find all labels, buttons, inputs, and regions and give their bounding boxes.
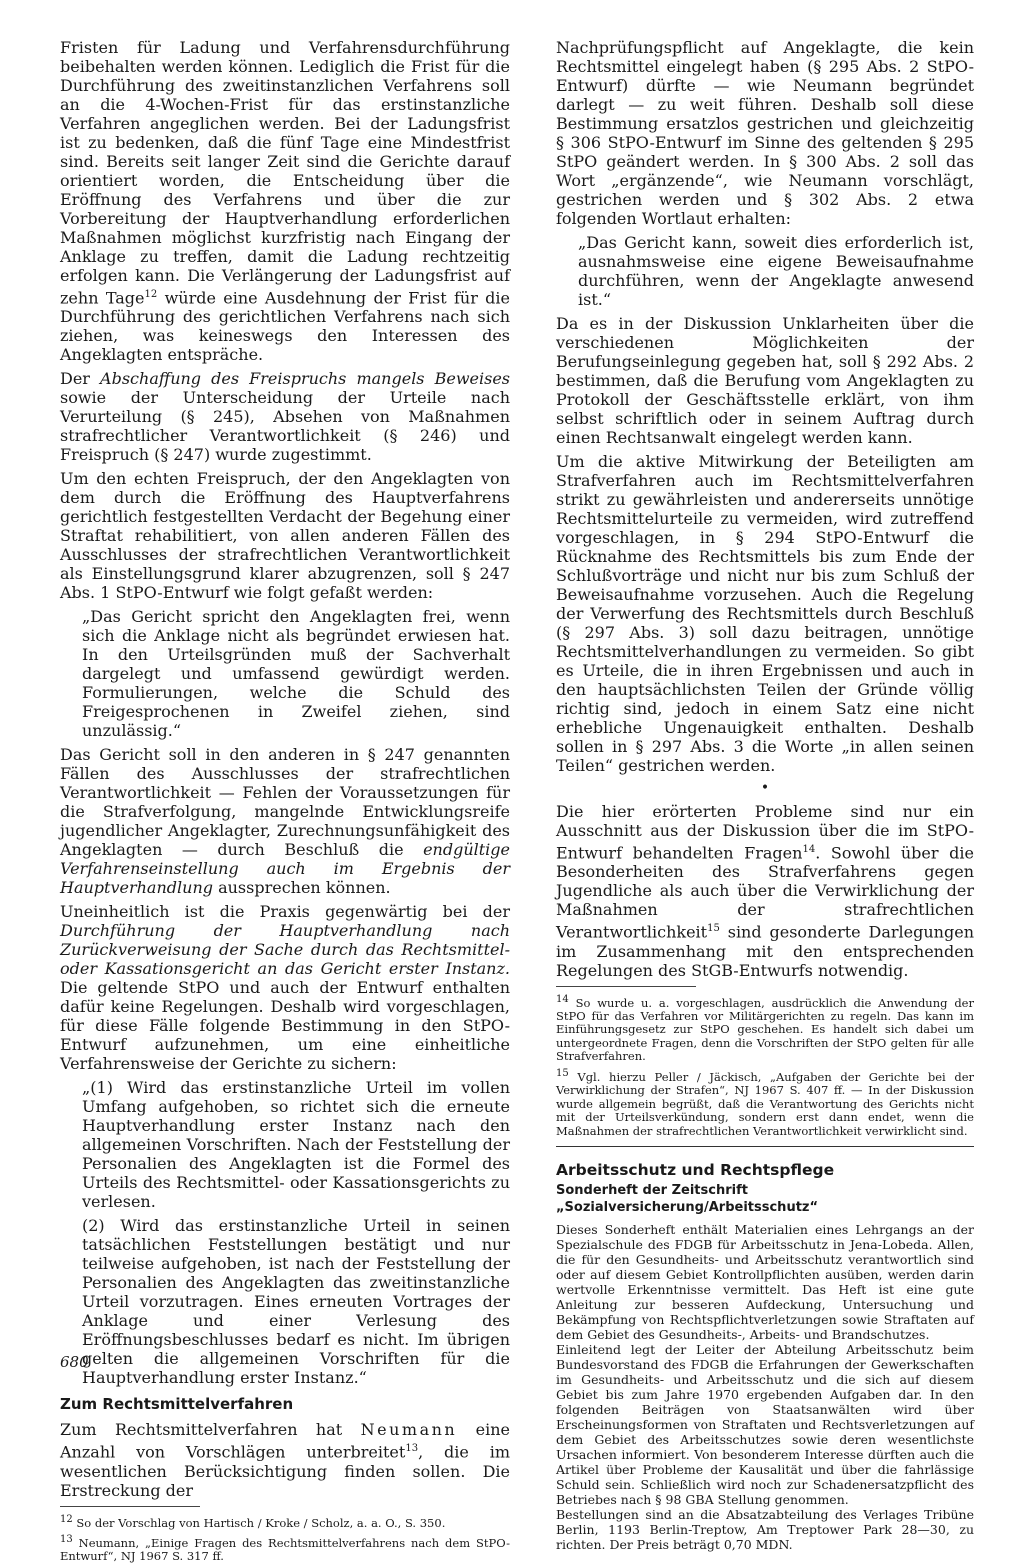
right-column [556, 38, 974, 1552]
paragraph: Fristen für Ladung und Verfahrensdurchführung beibehalten werden können. Lediglich die Frist für die Durchführung des zweitinstanzlichen Verfahrens soll an die 4-Wochen-Frist für das erstinstanzliche Verfahren angeglichen werden. Bei der Ladungsfrist ist zu bedenken, daß die fünf Tage eine Mindestfrist sind. Bereits seit langer Zeit sind die Gerichte darauf orientiert worden, die Entscheidung über die Eröffnung des Verfahrens und über die zur Vorbereitung der Hauptverhandlung erforderlichen Maßnahmen möglichst kurzfristig nach Eingang der Anklage zu treffen, damit die Ladung rechtzeitig erfolgen kann. Die Verlängerung der Ladungsfrist auf zehn Tage$^{12}$ würde eine Ausdehnung der Frist für die Durchführung des gerichtlichen Verfahrens nach sich ziehen, was keineswegs den Interessen des Angeklagten entspräche. [60, 38, 510, 365]
emphasis: Durchführung der Hauptverhandlung nach Zurückverweisung der Sache durch das Rechtsmittel- oder Kassationsgericht an das Gericht erster Instanz. [60, 921, 510, 979]
footnote: $^{13}$ Neumann, „Einige Fragen des Rechtsmittelverfahrens nach dem StPO-Entwurf“, NJ 1967 S. 317 ff. [60, 1533, 510, 1564]
paragraph: Uneinheitlich ist die Praxis gegenwärtig bei der Durchführung der Hauptverhandlung nach Zurückverweisung der Sache durch das Rechtsmittel- oder Kassationsgericht an das Gericht erster Instanz. Die geltende StPO und auch der Entwurf enthalten dafür keine Regelungen. Deshalb wird vorgeschlagen, für diese Fälle folgende Bestimmung in den StPO-Entwurf aufzunehmen, um eine einheitliche Verfahrensweise der Gerichte zu sichern: [60, 902, 510, 1074]
quote: „Das Gericht spricht den Angeklagten frei, wenn sich die Anklage nicht als begründet erwiesen hat. In den Urteilsgründen muß der Sachverhalt dargelegt und umfassend gewürdigt werden. Formulierungen, welche die Schuld des Freigesprochenen in Zweifel ziehen, sind unzulässig.“ [82, 607, 510, 741]
footnote-divider [556, 986, 696, 987]
paragraph: Da es in der Diskussion Unklarheiten über die verschiedenen Möglichkeiten der Berufungseinlegung gegeben hat, soll § 292 Abs. 2 bestimmen, daß die Berufung vom Angeklagten zu Protokoll der Geschäftsstelle erklärt, von ihm selbst schriftlich oder in seinem Auftrag durch einen Rechtsanwalt eingelegt werden kann. [556, 314, 974, 447]
emphasis: Abschaffung des Freispruchs mangels Beweises [100, 369, 511, 389]
article-paragraph: Dieses Sonderheft enthält Materialien eines Lehrgangs an der Spezialschule des FDGB für Arbeitsschutz in Jena-Lobeda. Allen, die für den Gesundheits- und Arbeitsschutz verantwortlich sind oder auf diesem Gebiet Kontrollpflichten ausüben, werden darin wertvolle Erkenntnisse vermittelt. Das Heft ist eine gute Anleitung zur besseren Aufdeckung, Untersuchung und Bekämpfung von Rechtspflichtverletzungen sowie Straftaten auf dem Gebiet des Gesundheits-, Arbeits- und Brandschutzes. [556, 1222, 974, 1343]
page-number: 680 [60, 1353, 89, 1371]
article-divider [556, 1146, 974, 1147]
paragraph: Nachprüfungspflicht auf Angeklagte, die kein Rechtsmittel eingelegt haben (§ 295 Abs. 2 StPO-Entwurf) dürfte — wie Neumann begründet darlegt — zu weit führen. Deshalb soll diese Bestimmung ersatzlos gestrichen und gleichzeitig § 306 StPO-Entwurf im Sinne des geltenden § 295 StPO geändert werden. In § 300 Abs. 2 soll das Wort „ergänzende“, wie Neumann vorschlägt, gestrichen werden und § 302 Abs. 2 etwa folgenden Wortlaut erhalten: [556, 38, 974, 228]
footnote: $^{14}$ So wurde u. a. vorgeschlagen, ausdrücklich die Anwendung der StPO für das Verfahren vor Militärgerichten zu regeln. Das kann im Einführungsgesetz zur StPO geschehen. Es handelt sich dabei um untergeordnete Fragen, denn die Vorschriften der StPO gelten für alle Strafverfahren. [556, 993, 974, 1064]
quote: „Das Gericht kann, soweit dies erforderlich ist, ausnahmsweise eine eigene Beweisaufnahme durchführen, wenn der Angeklagte anwesend ist.“ [578, 233, 974, 309]
paragraph: Um die aktive Mitwirkung der Beteiligten am Strafverfahren auch im Rechtsmittelverfahren strikt zu gewährleisten und andererseits unnötige Rechtsmittelurteile zu vermeiden, wird zutreffend vorgeschlagen, in § 294 StPO-Entwurf die Rücknahme des Rechtsmittels bis zum Ende der Schlußvorträge und nicht nur bis zum Schluß der Beweisaufnahme vorzusehen. Auch die Regelung der Verwerfung des Rechtsmittels durch Beschluß (§ 297 Abs. 3) soll dazu beitragen, unnötige Rechtsmittelverhandlungen zu vermeiden. So gibt es Urteile, die in ihren Ergebnissen und auch in den hauptsächlichsten Teilen der Gründe völlig richtig sind, jedoch in einem Satz eine nicht erhebliche Ungenauigkeit enthalten. Deshalb sollen in § 297 Abs. 3 die Worte „in allen seinen Teilen“ gestrichen werden. [556, 452, 974, 775]
paragraph: Zum Rechtsmittelverfahren hat Neumann eine Anzahl von Vorschlägen unterbreitet$^{13}$, die im wesentlichen Berücksichtigung finden sollen. Die Erstreckung der [60, 1420, 511, 1500]
footnote: $^{15}$ Vgl. hierzu Peller / Jäckisch, „Aufgaben der Gerichte bei der Verwirklichung der Strafen“, NJ 1967 S. 407 ff. — In der Diskussion wurde allgemein begrüßt, daß die Verantwortung des Gerichts nicht mit der Urteilsverkündung, sondern erst dann endet, wenn die Maßnahmen der strafrechtlichen Verantwortlichkeit verwirklicht sind. [556, 1067, 974, 1138]
footnote: $^{12}$ So der Vorschlag von Hartisch / Kroke / Scholz, a. a. O., S. 350. [60, 1513, 446, 1530]
paragraph: Der Abschaffung des Freispruchs mangels Beweises sowie der Unterscheidung der Urteile nach Verurteilung (§ 245), Absehen von Maßnahmen strafrechtlicher Verantwortlichkeit (§ 246) und Freispruch (§ 247) wurde zugestimmt. [60, 369, 511, 465]
spaced-name: Neumann [360, 1420, 458, 1440]
left-column [60, 38, 510, 1567]
article-title: Arbeitsschutz und Rechtspflege [556, 1161, 835, 1180]
footnote-ref: 15 [707, 923, 720, 935]
emphasis: endgültige Verfahrenseinstellung auch im Ergebnis der Hauptverhandlung [60, 840, 510, 898]
article-subtitle: Sonderheft der Zeitschrift [556, 1183, 748, 1199]
article-paragraph: Einleitend legt der Leiter der Abteilung Arbeitsschutz beim Bundesvorstand des FDGB die Erfahrungen der Gewerkschaften im Gesundheits- und Arbeitsschutz und die sich auf diesem Gebiet bis zum Jahre 1970 ergebenden Aufgaben dar. In den folgenden Beiträgen von Staatsanwälten wird über Erscheinungsformen von Straftaten und Rechtsverletzungen auf dem Gebiet des Arbeitsschutzes sowie deren wesentlichste Ursachen informiert. Von besonderem Interesse dürften auch die Artikel über Probleme der Kausalität und über die fahrlässige Schuld sein. Schließlich wird noch zur Schadenersatzpflicht des Betriebes nach § 98 GBA Stellung genommen. [556, 1342, 974, 1508]
section-heading: Zum Rechtsmittelverfahren [60, 1395, 294, 1414]
paragraph: Um den echten Freispruch, der den Angeklagten von dem durch die Eröffnung des Hauptverfahrens gerichtlich festgestellten Verdacht der Begehung einer Straftat rehabilitiert, von allen anderen Fällen des Ausschlusses der strafrechtlichen Verantwortlichkeit als Einstellungsgrund klarer abzugrenzen, soll § 247 Abs. 1 StPO-Entwurf wie folgt gefaßt werden: [60, 469, 510, 603]
footnote-ref: 13 [405, 1443, 419, 1455]
article-subtitle: „Sozialversicherung/Arbeitsschutz“ [556, 1200, 819, 1216]
quote: „(1) Wird das erstinstanzliche Urteil im vollen Umfang aufgehoben, so richtet sich die erneute Hauptverhandlung erster Instanz nach den allgemeinen Vorschriften. Nach der Feststellung der Personalien des Angeklagten ist die Formel des Urteils des Rechtsmittel- oder Kassationsgerichts zu verlesen. [82, 1078, 510, 1212]
section-separator: • [760, 780, 770, 796]
quote: (2) Wird das erstinstanzliche Urteil in seinen tatsächlichen Feststellungen bestätigt und nur teilweise aufgehoben, ist nach der Feststellung der Personalien des Angeklagten das zweitinstanzliche Urteil vorzutragen. Eines erneuten Vortrages der Anklage und einer Verlesung des Eröffnungsbeschlusses bedarf es nicht. Im übrigen gelten die allgemeinen Vorschriften für die Hauptverhandlung erster Instanz.“ [82, 1216, 510, 1388]
footnote-ref: 14 [802, 844, 816, 855]
paragraph: Die hier erörterten Probleme sind nur ein Ausschnitt aus der Diskussion über die im StPO-Entwurf behandelten Fragen$^{14}$. Sowohl über die Besonderheiten des Strafverfahrens gegen Jugendliche als auch über die Verwirklichung der Maßnahmen der strafrechtlichen Verantwortlichkeit$^{15}$ sind gesonderte Darlegungen im Zusammenhang mit den entsprechenden Regelungen des StGB-Entwurfs notwendig. [556, 802, 974, 980]
article-paragraph: Bestellungen sind an die Absatzabteilung des Verlages Tribüne Berlin, 1193 Berlin-Treptow, Am Treptower Park 28—30, zu richten. Der Preis beträgt 0,70 MDN. [556, 1507, 974, 1553]
paragraph: Das Gericht soll in den anderen in § 247 genannten Fällen des Ausschlusses der strafrechtlichen Verantwortlichkeit — Fehlen der Voraussetzungen für die Strafverfolgung, mangelnde Entwicklungsreife jugendlicher Angeklagter, Zurechnungsunfähigkeit des Angeklagten — durch Beschluß die endgültige Verfahrenseinstellung auch im Ergebnis der Hauptverhandlung aussprechen können. [60, 745, 510, 898]
footnote-divider [60, 1506, 200, 1507]
article-body [556, 1222, 974, 1552]
footnote-ref: 12 [144, 289, 158, 300]
